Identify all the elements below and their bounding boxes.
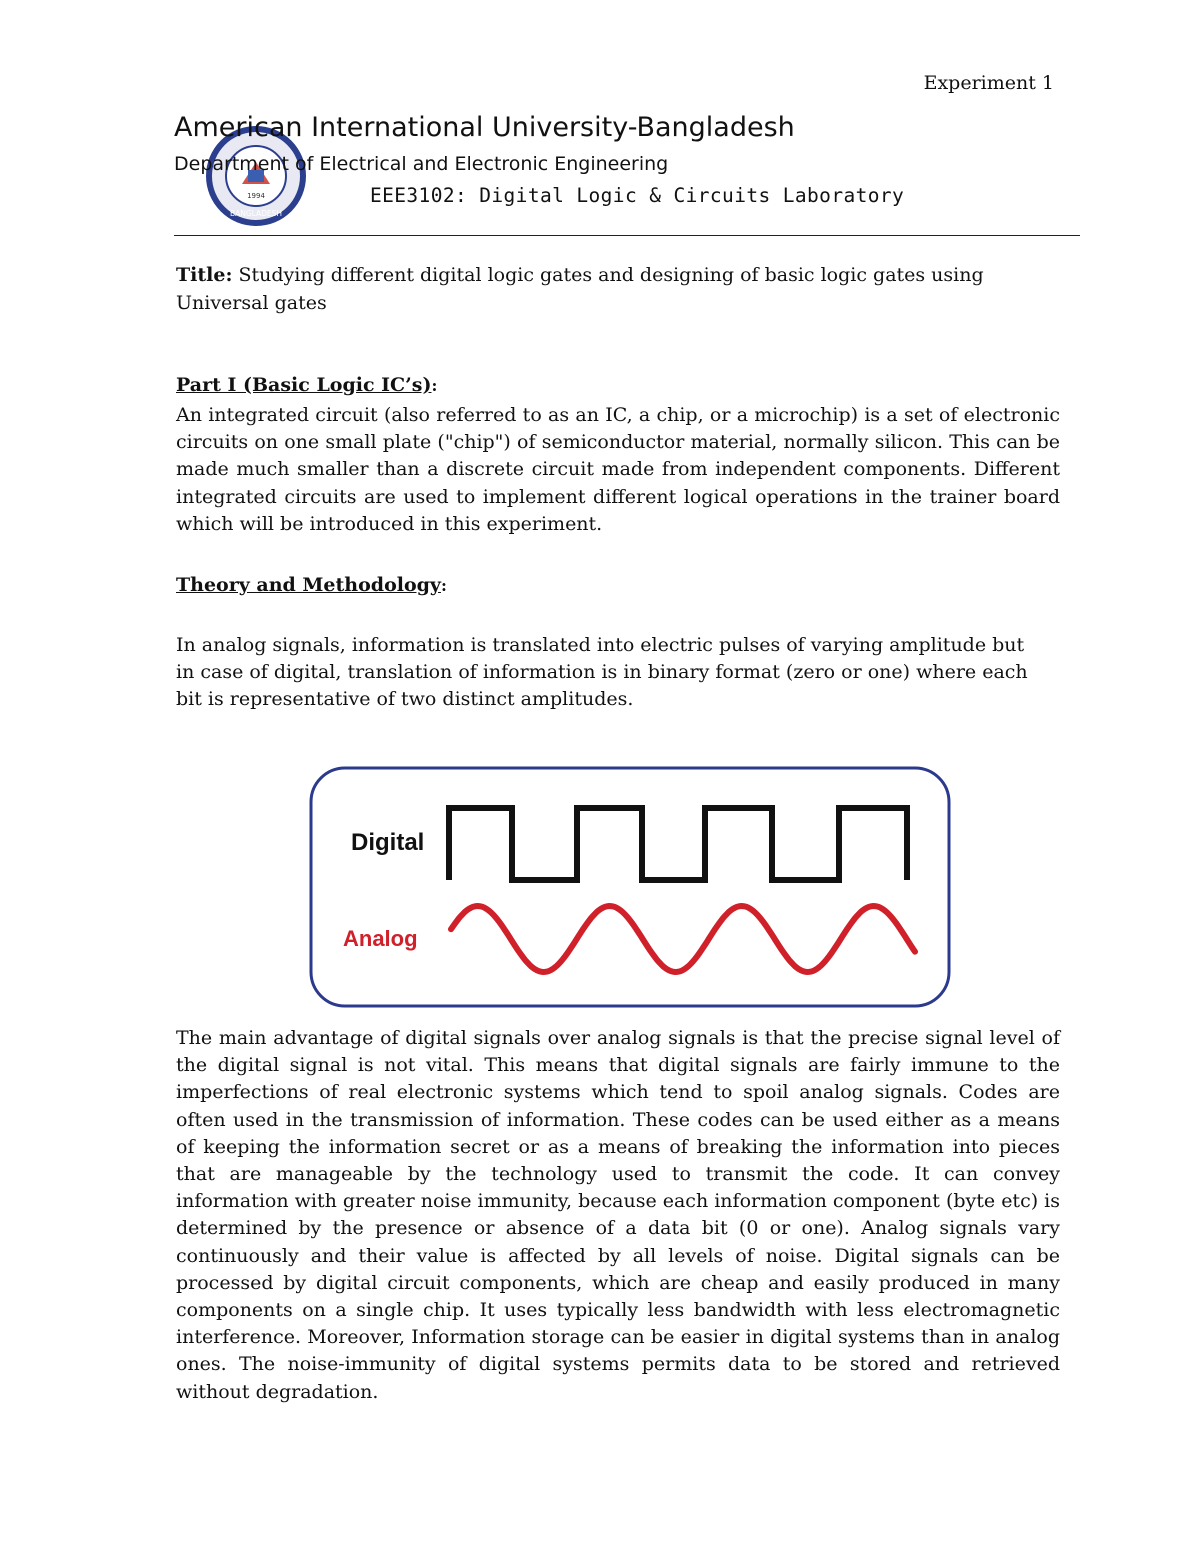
logo-year: 1994 <box>247 192 265 200</box>
theory-heading: Theory and Methodology <box>176 574 441 596</box>
theory-paragraph: In analog signals, information is translated into electric pulses of varying amplitude but in case of digital, translation of information is in binary format (zero or one) where each bit is representative of two distinct amplitudes. <box>176 634 1028 711</box>
course-title: EEE3102: Digital Logic & Circuits Laboratory <box>370 184 905 207</box>
figure-border <box>311 768 949 1006</box>
theory-heading-line <box>176 574 447 596</box>
analog-label: Analog <box>343 926 418 951</box>
logo-country: BANGLADESH <box>229 209 283 218</box>
part1-colon: : <box>431 376 438 395</box>
theory-colon: : <box>440 576 447 595</box>
part1-paragraph: An integrated circuit (also referred to as an IC, a chip, or a microchip) is a set of electronic circuits on one small plate ("chip") of semiconductor material, normally silicon. This can be made much smaller than a discrete circuit made from independent components. Different integrated circuits are used to implement different logical operations in the trainer board which will be introduced in this experiment. <box>176 404 1060 535</box>
advantages-paragraph: The main advantage of digital signals over analog signals is that the precise signal level of the digital signal is not vital. This means that digital signals are fairly immune to the imperfections of real electronic systems which tend to spoil analog signals. Codes are often used in the transmission of information. These codes can be used either as a means of keeping the information secret or as a means of breaking the information into pieces that are manageable by the technology used to transmit the code. It can convey information with greater noise immunity, because each information component (byte etc) is determined by the presence or absence of a data bit (0 or one). Analog signals vary continuously and their value is affected by all levels of noise. Digital signals can be processed by digital circuit components, which are cheap and easily produced in many components on a single chip. It uses typically less bandwidth with less electromagnetic interference. Moreover, Information storage can be easier in digital systems than in analog ones. The noise-immunity of digital systems permits data to be stored and retrieved without degradation. <box>176 1027 1060 1403</box>
header-divider <box>174 235 1080 236</box>
title-label: Title: <box>176 264 233 286</box>
digital-analog-figure <box>307 764 953 1010</box>
title-text: Studying different digital logic gates and designing of basic logic gates using Universal gates <box>176 264 984 314</box>
experiment-label: Experiment 1 <box>923 72 1054 94</box>
part1-heading-line <box>176 374 437 396</box>
part1-heading: Part I (Basic Logic IC’s) <box>176 374 432 396</box>
digital-label: Digital <box>351 829 425 856</box>
experiment-title <box>176 261 986 317</box>
university-name: American International University-Bangladesh <box>174 112 795 143</box>
department-name: Department of Electrical and Electronic Engineering <box>174 153 669 175</box>
